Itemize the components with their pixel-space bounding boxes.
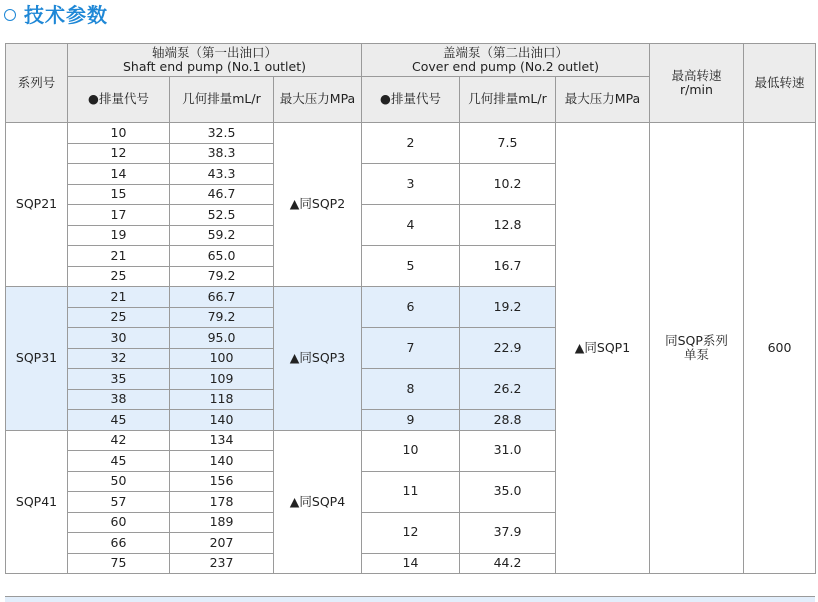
shaft-code-cell: 45 xyxy=(68,410,170,431)
header-cover-end-pump xyxy=(362,44,650,77)
shaft-displacement-cell: 134 xyxy=(170,430,274,451)
shaft-displacement-cell: 189 xyxy=(170,512,274,533)
cover-displacement-cell: 26.2 xyxy=(460,369,556,410)
cover-displacement-cell: 44.2 xyxy=(460,553,556,574)
shaft-code-cell: 14 xyxy=(68,164,170,185)
shaft-pressure-cell: ▲同SQP2 xyxy=(274,123,362,287)
series-cell: SQP31 xyxy=(6,287,68,431)
shaft-code-cell: 35 xyxy=(68,369,170,390)
cover-code-cell: 2 xyxy=(362,123,460,164)
shaft-displacement-cell: 79.2 xyxy=(170,266,274,287)
spec-table xyxy=(5,43,816,574)
shaft-displacement-cell: 237 xyxy=(170,553,274,574)
shaft-code-cell: 50 xyxy=(68,471,170,492)
cover-displacement-cell: 37.9 xyxy=(460,512,556,553)
cover-code-cell: 7 xyxy=(362,328,460,369)
shaft-code-cell: 45 xyxy=(68,451,170,472)
shaft-code-cell: 21 xyxy=(68,246,170,267)
shaft-code-cell: 25 xyxy=(68,266,170,287)
cover-displacement-cell: 35.0 xyxy=(460,471,556,512)
cover-code-cell: 11 xyxy=(362,471,460,512)
cover-code-cell: 10 xyxy=(362,430,460,471)
shaft-code-cell: 25 xyxy=(68,307,170,328)
shaft-displacement-cell: 66.7 xyxy=(170,287,274,308)
shaft-code-cell: 10 xyxy=(68,123,170,144)
shaft-displacement-cell: 59.2 xyxy=(170,225,274,246)
header-shaft-code: ●排量代号 xyxy=(68,77,170,123)
header-shaft-pressure: 最大压力MPa xyxy=(274,77,362,123)
cover-pressure-cell: ▲同SQP1 xyxy=(556,123,650,574)
shaft-displacement-cell: 43.3 xyxy=(170,164,274,185)
cover-code-cell: 12 xyxy=(362,512,460,553)
cover-code-cell: 3 xyxy=(362,164,460,205)
max-speed-cell xyxy=(650,123,744,574)
header-max-speed xyxy=(650,44,744,123)
section-title xyxy=(4,0,108,26)
shaft-displacement-cell: 52.5 xyxy=(170,205,274,226)
shaft-code-cell: 42 xyxy=(68,430,170,451)
cover-displacement-cell: 28.8 xyxy=(460,410,556,431)
shaft-displacement-cell: 109 xyxy=(170,369,274,390)
shaft-displacement-cell: 118 xyxy=(170,389,274,410)
header-shaft-displacement: 几何排量mL/r xyxy=(170,77,274,123)
cover-displacement-cell: 16.7 xyxy=(460,246,556,287)
cover-displacement-cell: 7.5 xyxy=(460,123,556,164)
cover-displacement-cell: 22.9 xyxy=(460,328,556,369)
shaft-displacement-cell: 156 xyxy=(170,471,274,492)
header-series: 系列号 xyxy=(6,44,68,123)
header-max-speed-unit: r/min xyxy=(680,82,713,97)
max-speed-line1: 同SQP系列 xyxy=(665,332,728,348)
cover-displacement-cell: 10.2 xyxy=(460,164,556,205)
shaft-displacement-cell: 32.5 xyxy=(170,123,274,144)
cover-code-cell: 6 xyxy=(362,287,460,328)
cover-displacement-cell: 12.8 xyxy=(460,205,556,246)
cover-code-cell: 14 xyxy=(362,553,460,574)
min-speed-cell: 600 xyxy=(744,123,816,574)
header-cover-en: Cover end pump (No.2 outlet) xyxy=(411,59,599,74)
header-shaft-en: Shaft end pump (No.1 outlet) xyxy=(122,59,306,74)
shaft-code-cell: 57 xyxy=(68,492,170,513)
header-cover-pressure: 最大压力MPa xyxy=(556,77,650,123)
shaft-displacement-cell: 178 xyxy=(170,492,274,513)
shaft-pressure-cell: ▲同SQP4 xyxy=(274,430,362,574)
circle-bullet-icon xyxy=(4,9,16,21)
header-max-speed-label: 最高转速 xyxy=(671,67,722,83)
shaft-displacement-cell: 140 xyxy=(170,451,274,472)
shaft-displacement-cell: 100 xyxy=(170,348,274,369)
cover-code-cell: 9 xyxy=(362,410,460,431)
cover-displacement-cell: 31.0 xyxy=(460,430,556,471)
cover-displacement-cell: 19.2 xyxy=(460,287,556,328)
shaft-displacement-cell: 79.2 xyxy=(170,307,274,328)
shaft-code-cell: 17 xyxy=(68,205,170,226)
shaft-code-cell: 12 xyxy=(68,143,170,164)
shaft-code-cell: 66 xyxy=(68,533,170,554)
cover-code-cell: 8 xyxy=(362,369,460,410)
shaft-displacement-cell: 95.0 xyxy=(170,328,274,349)
shaft-code-cell: 30 xyxy=(68,328,170,349)
shaft-code-cell: 32 xyxy=(68,348,170,369)
shaft-displacement-cell: 46.7 xyxy=(170,184,274,205)
shaft-pressure-cell: ▲同SQP3 xyxy=(274,287,362,431)
cover-code-cell: 5 xyxy=(362,246,460,287)
shaft-code-cell: 15 xyxy=(68,184,170,205)
series-cell: SQP21 xyxy=(6,123,68,287)
header-cover-displacement: 几何排量mL/r xyxy=(460,77,556,123)
shaft-displacement-cell: 65.0 xyxy=(170,246,274,267)
header-shaft-end-pump xyxy=(68,44,362,77)
table-row xyxy=(6,123,816,144)
shaft-code-cell: 21 xyxy=(68,287,170,308)
cover-code-cell: 4 xyxy=(362,205,460,246)
shaft-displacement-cell: 140 xyxy=(170,410,274,431)
shaft-code-cell: 60 xyxy=(68,512,170,533)
shaft-code-cell: 38 xyxy=(68,389,170,410)
header-shaft-zh: 轴端泵（第一出油口） xyxy=(151,44,277,60)
header-cover-zh: 盖端泵（第二出油口） xyxy=(442,44,568,60)
header-cover-code: ●排量代号 xyxy=(362,77,460,123)
shaft-displacement-cell: 38.3 xyxy=(170,143,274,164)
shaft-code-cell: 19 xyxy=(68,225,170,246)
series-cell: SQP41 xyxy=(6,430,68,574)
max-speed-line2: 单泵 xyxy=(683,347,709,362)
section-title-text: 技术参数 xyxy=(24,2,108,27)
table-continuation xyxy=(5,596,815,602)
header-min-speed: 最低转速 xyxy=(744,44,816,123)
shaft-displacement-cell: 207 xyxy=(170,533,274,554)
shaft-code-cell: 75 xyxy=(68,553,170,574)
